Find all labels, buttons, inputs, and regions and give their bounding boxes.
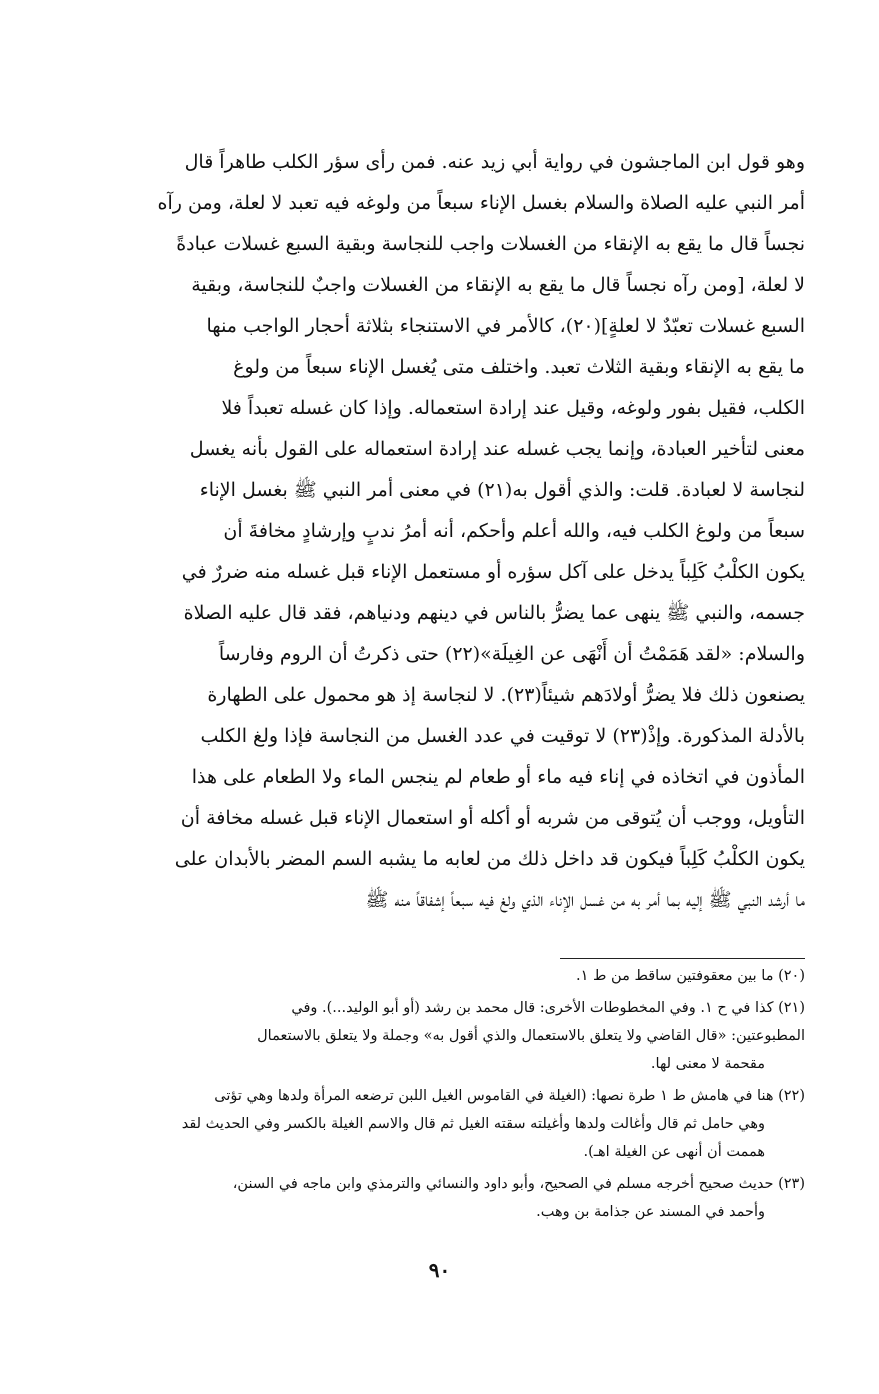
footnote-line: وهي حامل ثم قال وأغالت ولدها وأغيلته سقته الغيل ثم قال والاسم الغيلة بالكسر وفي الحديث لقد <box>181 1116 765 1132</box>
text-line: يصنعون ذلك فلا يضرُّ أولادَهم شيئاً(٢٣). لا لنجاسة إذ هو محمول على الطهارة <box>207 684 805 706</box>
text-line: الكلب، فقيل بفور ولوغه، وقيل عند إرادة استعماله. وإذا كان غسله تعبداً فلا <box>221 397 805 419</box>
text-line: نجساً قال ما يقع به الإنقاء من الغسلات واجب للنجاسة وبقية السبع غسلات عبادةً <box>176 233 805 255</box>
text-line: جسمه، والنبي ﷺ ينهى عما يضرُّ بالناس في دينهم ودنياهم، فقد قال عليه الصلاة <box>183 602 805 624</box>
text-line: المأذون في اتخاذه في إناء فيه ماء أو طعام لم ينجس الماء ولا الطعام على هذا <box>191 766 805 788</box>
footnote-line: (٢٣) حديث صحيح أخرجه مسلم في الصحيح، وأبو داود والنسائي والترمذي وابن ماجه في السنن، <box>232 1176 805 1192</box>
text-line: وهو قول ابن الماجشون في رواية أبي زيد عنه. فمن رأى سؤر الكلب طاهراً قال <box>184 151 805 173</box>
text-line: التأويل، ووجب أن يُتوقى من شربه أو أكله أو استعمال الإناء قبل غسله مخافة أن <box>180 807 805 829</box>
text-line: والسلام: «لقد هَمَمْتُ أن أَنْهَى عن الغِيلَة»(٢٢) حتى ذكرتُ أن الروم وفارساً <box>218 643 805 665</box>
text-line: لنجاسة لا لعبادة. قلت: والذي أقول به(٢١) في معنى أمر النبي ﷺ بغسل الإناء <box>199 479 805 501</box>
text-line: يكون الكلْبُ كَلِباً يدخل على آكل سؤره أو مستعمل الإناء قبل غسله منه ضررٌ في <box>181 561 805 583</box>
footnote-separator <box>560 958 805 959</box>
footnote-line: هممت أن أنهى عن الغيلة اهـ). <box>583 1144 765 1160</box>
footnote-22 <box>74 1082 805 1166</box>
text-line: سبعاً من ولوغ الكلب فيه، والله أعلم وأحكم، أنه أمرُ ندبٍ وإرشادٍ مخافةَ أن <box>223 520 805 542</box>
footnote-line: (٢٢) هنا في هامش ط ١ طرة نصها: (الغيلة في القاموس الغيل اللبن ترضعه المرأة ولدها وهي تؤتى <box>214 1088 805 1104</box>
page-number: ٩٠ <box>428 1258 451 1282</box>
text-line: لا لعلة، [ومن رآه نجساً قال ما يقع به الإنقاء من الغسلات واجبٌ للنجاسة، وبقية <box>191 274 805 296</box>
footnote-line: مقحمة لا معنى لها. <box>650 1056 765 1072</box>
main-text <box>74 142 805 921</box>
text-line: ما يقع به الإنقاء وبقية الثلاث تعبد. واختلف متى يُغسل الإناء سبعاً من ولوغ <box>233 356 805 378</box>
footnote-21 <box>74 994 805 1078</box>
text-line: أمر النبي عليه الصلاة والسلام بغسل الإناء سبعاً من ولوغه فيه تعبد لا لعلة، ومن رآه <box>157 192 805 214</box>
text-line: ما أرشد النبي ﷺ إليه بما أمر به من غسل الإناء الذي ولغ فيه سبعاً إشفاقاً منه ﷺ <box>365 889 805 911</box>
footnote-line: المطبوعتين: «قال القاضي ولا يتعلق بالاستعمال والذي أقول به» وجملة ولا يتعلق بالاستعمال <box>257 1028 805 1044</box>
footnotes <box>74 962 805 1230</box>
footnote-line: وأحمد في المسند عن جذامة بن وهب. <box>536 1204 765 1220</box>
footnote-23 <box>74 1170 805 1226</box>
footnote-line: (٢١) كذا في ح ١. وفي المخطوطات الأخرى: قال محمد بن رشد (أو أبو الوليد...). وفي <box>291 1000 805 1016</box>
text-line: معنى لتأخير العبادة، وإنما يجب غسله عند إرادة استعماله على القول بأنه يغسل <box>189 438 805 460</box>
text-line: يكون الكلْبُ كَلِباً فيكون قد داخل ذلك من لعابه ما يشبه السم المضر بالأبدان على <box>174 848 805 870</box>
text-line: بالأدلة المذكورة. وإذْ(٢٣) لا توقيت في عدد الغسل من النجاسة فإذا ولغ الكلب <box>200 725 805 747</box>
footnote-20 <box>74 962 805 990</box>
text-line: السبع غسلات تعبّدٌ لا لعلةٍ](٢٠)، كالأمر في الاستنجاء بثلاثة أحجار الواجب منها <box>206 315 805 337</box>
footnote-line: (٢٠) ما بين معقوفتين ساقط من ط ١. <box>576 968 805 984</box>
